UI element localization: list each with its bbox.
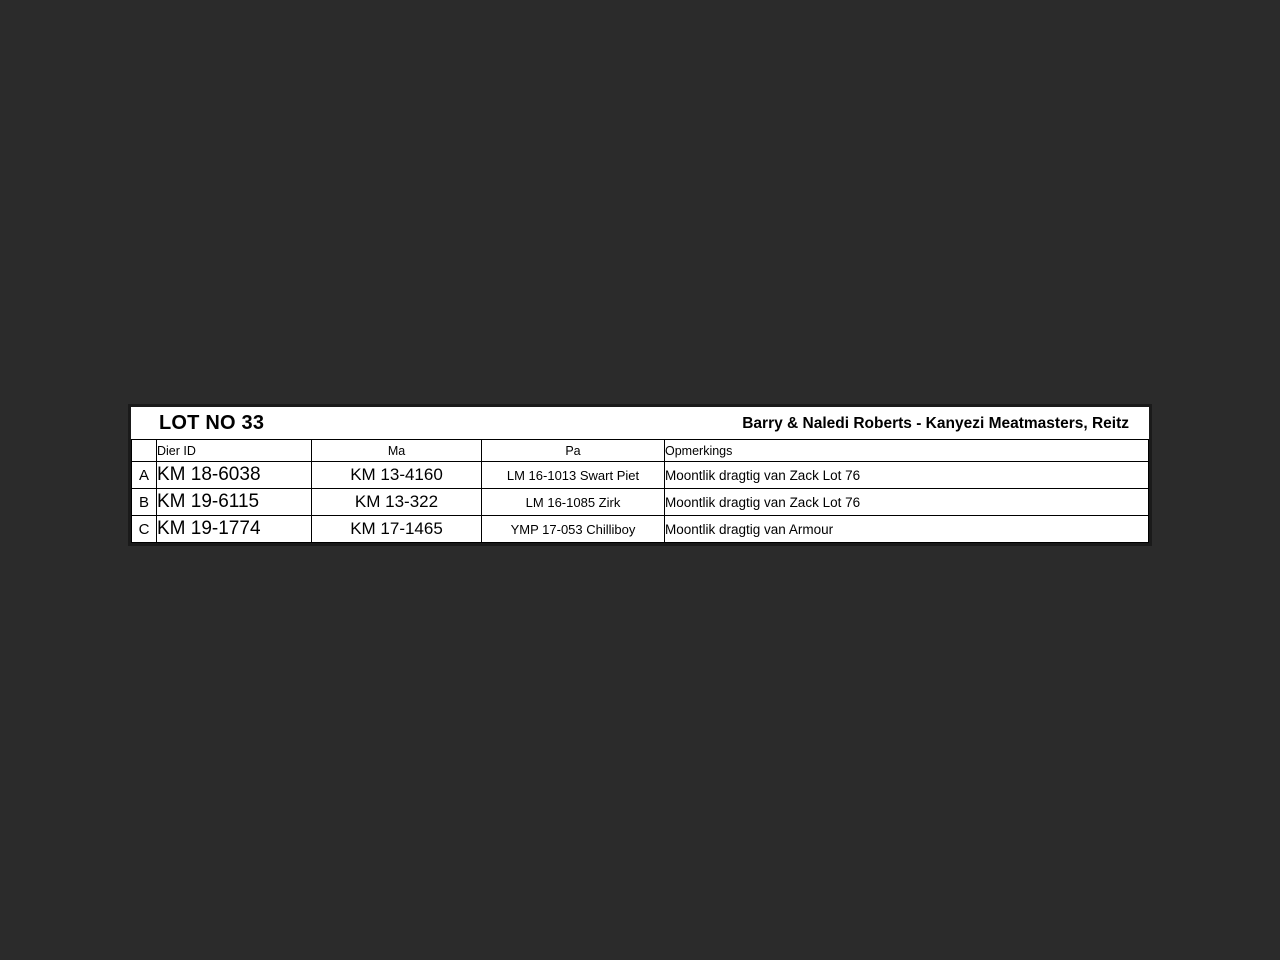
row-opmerkings: Moontlik dragtig van Zack Lot 76 xyxy=(665,489,1149,516)
lot-card-header xyxy=(131,407,1149,439)
breeder-name: Barry & Naledi Roberts - Kanyezi Meatmasters, Reitz xyxy=(742,414,1129,432)
row-letter: B xyxy=(132,489,157,516)
table-header xyxy=(132,440,1149,462)
row-ma: KM 13-4160 xyxy=(312,462,482,489)
row-ma: KM 13-322 xyxy=(312,489,482,516)
column-header-opmerkings: Opmerkings xyxy=(665,440,1149,462)
lot-number-title: LOT NO 33 xyxy=(159,412,265,434)
column-header-letter xyxy=(132,440,157,462)
row-ma: KM 17-1465 xyxy=(312,516,482,543)
row-pa: LM 16-1013 Swart Piet xyxy=(482,462,665,489)
column-header-pa: Pa xyxy=(482,440,665,462)
row-opmerkings: Moontlik dragtig van Zack Lot 76 xyxy=(665,462,1149,489)
table-row xyxy=(132,489,1149,516)
animals-table xyxy=(131,439,1149,543)
column-header-ma: Ma xyxy=(312,440,482,462)
row-opmerkings: Moontlik dragtig van Armour xyxy=(665,516,1149,543)
row-dier-id: KM 19-1774 xyxy=(157,516,312,543)
table-row xyxy=(132,462,1149,489)
table-row xyxy=(132,516,1149,543)
table-header-row xyxy=(132,440,1149,462)
row-pa: LM 16-1085 Zirk xyxy=(482,489,665,516)
column-header-dier-id: Dier ID xyxy=(157,440,312,462)
table-body xyxy=(132,462,1149,543)
row-dier-id: KM 19-6115 xyxy=(157,489,312,516)
row-letter: C xyxy=(132,516,157,543)
lot-card xyxy=(128,404,1152,546)
row-pa: YMP 17-053 Chilliboy xyxy=(482,516,665,543)
row-letter: A xyxy=(132,462,157,489)
row-dier-id: KM 18-6038 xyxy=(157,462,312,489)
